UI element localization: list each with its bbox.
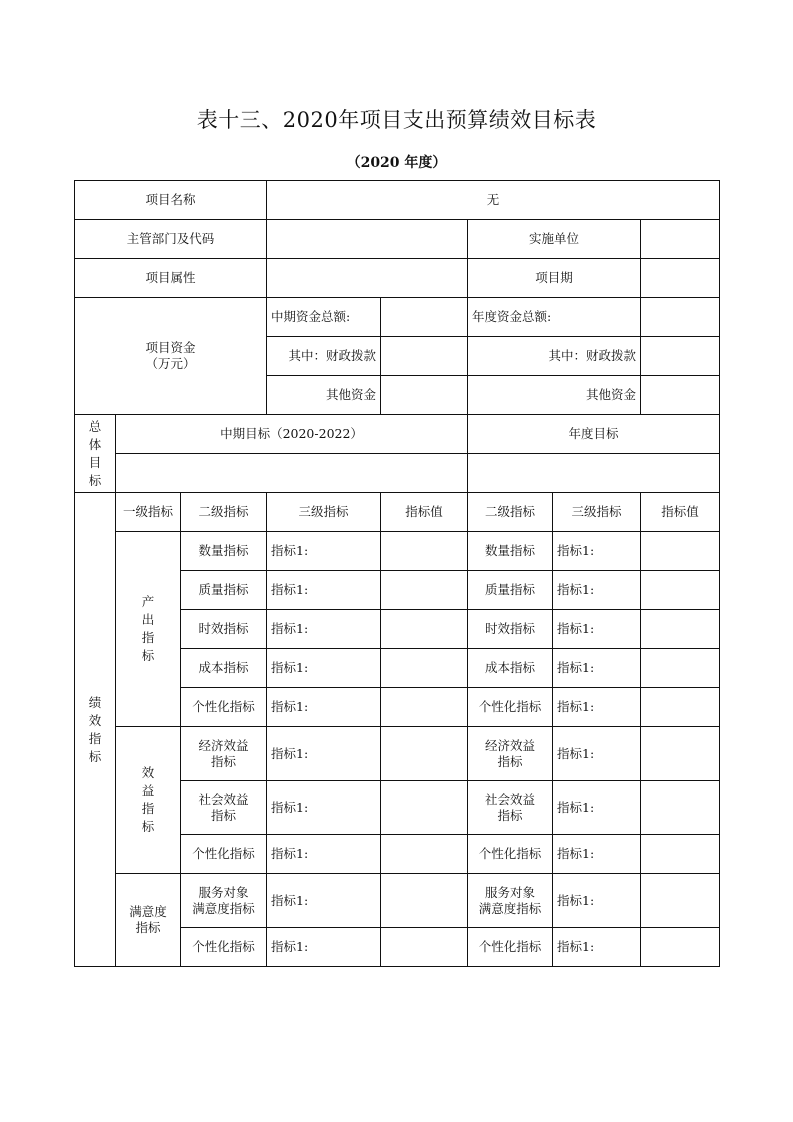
dept-label: 主管部门及代码 xyxy=(75,220,267,259)
value-cell xyxy=(381,688,468,727)
level2-cell: 数量指标 xyxy=(181,532,267,571)
level3-cell-year: 指标1: xyxy=(553,610,641,649)
col-value-year: 指标值 xyxy=(641,493,720,532)
value-cell xyxy=(381,874,468,928)
value-cell xyxy=(381,571,468,610)
level2-cell-year: 服务对象 满意度指标 xyxy=(468,874,553,928)
value-cell-year xyxy=(641,874,720,928)
level2-cell: 经济效益 指标 xyxy=(181,727,267,781)
level3-cell-year: 指标1: xyxy=(553,571,641,610)
output-indicator-label: 产 出 指 标 xyxy=(116,532,181,727)
level2-cell: 质量指标 xyxy=(181,571,267,610)
mid-other-label: 其他资金 xyxy=(267,376,381,415)
funds-row-1 xyxy=(75,298,720,337)
overall-goal-label: 总 体 目 标 xyxy=(75,415,116,493)
value-cell xyxy=(381,649,468,688)
level3-cell-year: 指标1: xyxy=(553,835,641,874)
year-total-label: 年度资金总额: xyxy=(468,298,641,337)
col-level1: 一级指标 xyxy=(116,493,181,532)
table-row xyxy=(75,727,720,781)
project-name-row xyxy=(75,181,720,220)
level2-cell-year: 成本指标 xyxy=(468,649,553,688)
level2-cell-year: 经济效益 指标 xyxy=(468,727,553,781)
overall-value-row xyxy=(75,454,720,493)
page-subtitle: （2020 年度） xyxy=(346,155,447,171)
level2-cell: 时效指标 xyxy=(181,610,267,649)
level2-cell-year: 个性化指标 xyxy=(468,835,553,874)
year-other-label: 其他资金 xyxy=(468,376,641,415)
level3-cell-year: 指标1: xyxy=(553,532,641,571)
level3-cell: 指标1: xyxy=(267,532,381,571)
level2-cell: 成本指标 xyxy=(181,649,267,688)
value-cell xyxy=(381,781,468,835)
dept-value xyxy=(267,220,468,259)
perf-header-row xyxy=(75,493,720,532)
mid-fiscal-value xyxy=(381,337,468,376)
level3-cell: 指标1: xyxy=(267,781,381,835)
mid-total-value xyxy=(381,298,468,337)
year-total-value xyxy=(641,298,720,337)
value-cell-year xyxy=(641,532,720,571)
level2-cell: 个性化指标 xyxy=(181,688,267,727)
value-cell xyxy=(381,610,468,649)
level3-cell: 指标1: xyxy=(267,571,381,610)
funds-label: 项目资金 （万元） xyxy=(75,298,267,415)
level3-cell-year: 指标1: xyxy=(553,727,641,781)
level3-cell: 指标1: xyxy=(267,928,381,967)
mid-other-value xyxy=(381,376,468,415)
mid-goal-value xyxy=(116,454,468,493)
value-cell-year xyxy=(641,688,720,727)
satisfaction-indicator-label: 满意度 指标 xyxy=(116,874,181,967)
col-level2-year: 二级指标 xyxy=(468,493,553,532)
level3-cell-year: 指标1: xyxy=(553,688,641,727)
level2-cell-year: 社会效益 指标 xyxy=(468,781,553,835)
level2-cell-year: 时效指标 xyxy=(468,610,553,649)
level2-cell-year: 质量指标 xyxy=(468,571,553,610)
level3-cell-year: 指标1: xyxy=(553,928,641,967)
impl-unit-value xyxy=(641,220,720,259)
col-level3-year: 三级指标 xyxy=(553,493,641,532)
level2-cell: 个性化指标 xyxy=(181,835,267,874)
budget-performance-table xyxy=(74,180,720,967)
benefit-indicator-label: 效 益 指 标 xyxy=(116,727,181,874)
project-name-label: 项目名称 xyxy=(75,181,267,220)
col-level2: 二级指标 xyxy=(181,493,267,532)
level2-cell: 社会效益 指标 xyxy=(181,781,267,835)
level3-cell: 指标1: xyxy=(267,610,381,649)
level3-cell-year: 指标1: xyxy=(553,781,641,835)
mid-fiscal-label: 其中：财政拨款 xyxy=(267,337,381,376)
level3-cell: 指标1: xyxy=(267,649,381,688)
level3-cell: 指标1: xyxy=(267,727,381,781)
year-fiscal-label: 其中：财政拨款 xyxy=(468,337,641,376)
project-name-value: 无 xyxy=(267,181,720,220)
attr-value xyxy=(267,259,468,298)
year-goal-value xyxy=(468,454,720,493)
impl-unit-label: 实施单位 xyxy=(468,220,641,259)
level2-cell-year: 个性化指标 xyxy=(468,928,553,967)
level2-cell-year: 个性化指标 xyxy=(468,688,553,727)
level2-cell: 个性化指标 xyxy=(181,928,267,967)
value-cell-year xyxy=(641,571,720,610)
value-cell-year xyxy=(641,610,720,649)
attr-row xyxy=(75,259,720,298)
level3-cell-year: 指标1: xyxy=(553,649,641,688)
value-cell xyxy=(381,928,468,967)
level3-cell: 指标1: xyxy=(267,835,381,874)
col-value: 指标值 xyxy=(381,493,468,532)
level3-cell-year: 指标1: xyxy=(553,874,641,928)
level3-cell: 指标1: xyxy=(267,874,381,928)
mid-goal-label: 中期目标（2020-2022） xyxy=(116,415,468,454)
value-cell xyxy=(381,835,468,874)
level2-cell-year: 数量指标 xyxy=(468,532,553,571)
table-row xyxy=(75,532,720,571)
value-cell-year xyxy=(641,781,720,835)
year-fiscal-value xyxy=(641,337,720,376)
period-label: 项目期 xyxy=(468,259,641,298)
value-cell-year xyxy=(641,835,720,874)
page-title: 表十三、2020年项目支出预算绩效目标表 xyxy=(196,108,597,132)
value-cell-year xyxy=(641,649,720,688)
value-cell-year xyxy=(641,928,720,967)
level3-cell: 指标1: xyxy=(267,688,381,727)
overall-header-row xyxy=(75,415,720,454)
attr-label: 项目属性 xyxy=(75,259,267,298)
value-cell xyxy=(381,532,468,571)
mid-total-label: 中期资金总额: xyxy=(267,298,381,337)
level2-cell: 服务对象 满意度指标 xyxy=(181,874,267,928)
year-other-value xyxy=(641,376,720,415)
period-value xyxy=(641,259,720,298)
col-level3: 三级指标 xyxy=(267,493,381,532)
perf-indicator-label: 绩 效 指 标 xyxy=(75,493,116,967)
dept-row xyxy=(75,220,720,259)
year-goal-label: 年度目标 xyxy=(468,415,720,454)
table-row xyxy=(75,874,720,928)
value-cell-year xyxy=(641,727,720,781)
value-cell xyxy=(381,727,468,781)
